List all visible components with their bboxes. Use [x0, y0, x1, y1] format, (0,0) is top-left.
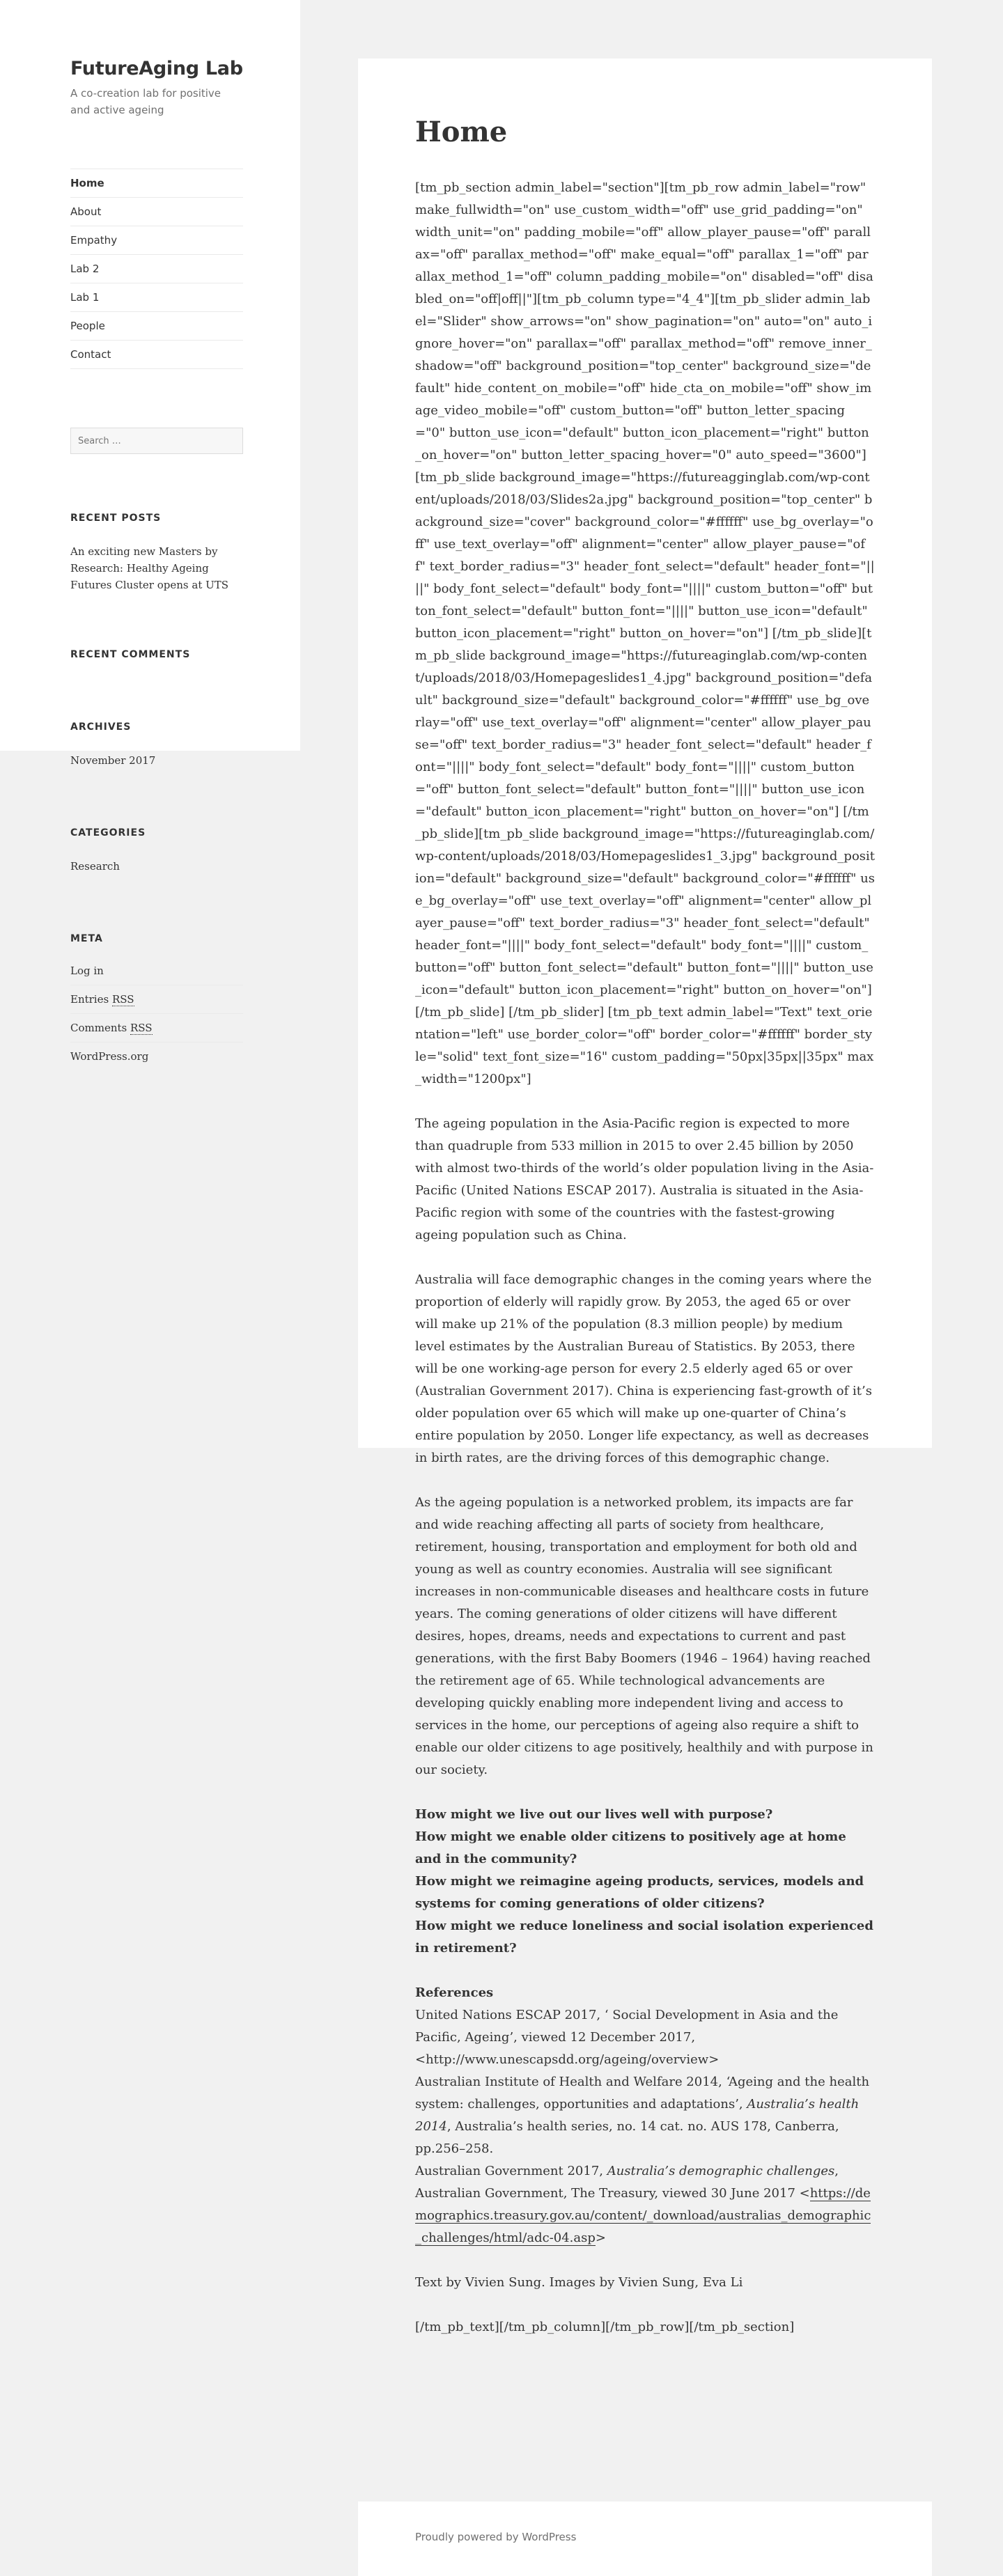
meta-list — [70, 957, 243, 1070]
meta-comments-label: Comments — [70, 1022, 130, 1034]
questions-paragraph — [415, 1804, 875, 1960]
search-input[interactable] — [70, 428, 243, 454]
footer-wordpress-link[interactable]: Proudly powered by WordPress — [415, 2531, 577, 2543]
reference-1: United Nations ESCAP 2017, ‘ Social Development in Asia and the Pacific, Ageing’, viewed 12 December 2017, <http://www.unescapsdd.org/ageing/overview> — [415, 2008, 839, 2067]
rss-abbr: RSS — [130, 1022, 153, 1034]
shortcode-close-paragraph: [/tm_pb_text][/tm_pb_column][/tm_pb_row][/tm_pb_section] — [415, 2320, 795, 2334]
site-footer — [358, 2501, 932, 2576]
references-paragraph — [415, 1982, 875, 2249]
reference-3-part-a: Australian Government 2017, — [415, 2164, 607, 2178]
credits-paragraph: Text by Vivien Sung. Images by Vivien Sung, Eva Li — [415, 2275, 743, 2290]
reference-2-part-a: Australian Institute of Health and Welfare 2014, ‘Ageing and the health system: challenges, opportunities and adaptations’, — [415, 2075, 870, 2111]
reference-3-italic: Australia’s demographic challenges — [607, 2164, 835, 2178]
meta-title: META — [70, 933, 103, 944]
paragraph-2: Australia will face demographic changes in the coming years where the proportion of elderly will rapidly grow. By 2053, the aged 65 or over will make up 21% of the population (8.3 million people) by medium level estimates by the Australian Bureau of Statistics. By 2053, there will be one working-age person for every 2.5 elderly aged 65 or over (Australian Government 2017). China is experiencing fast-growth of it’s older population over 65 which will make up one-quarter of China’s entire population by 2050. Longer life expectancy, as well as decreases in birth rates, are the driving forces of this demographic change. — [415, 1272, 872, 1465]
site-description: A co-creation lab for positive and active ageing — [70, 87, 221, 116]
reference-2-part-b: , Australia’s health series, no. 14 cat. no. AUS 178, Canberra, pp.256–258. — [415, 2119, 839, 2156]
page-article — [415, 116, 875, 2361]
meta-entries-label: Entries — [70, 993, 112, 1006]
shortcode-open-paragraph: [tm_pb_section admin_label="section"][tm_pb_row admin_label="row" make_fullwidth="on" use_custom_width="off" use_grid_padding="on" width_unit="on" padding_mobile="off" allow_player_pause="off" parallax="off" parallax_method="off" make_equal="off" parallax_1="off" parallax_method_1="off" column_padding_mobile="on" disabled="off" disabled_on="off|off||"][tm_pb_column type="4_4"][tm_pb_slider admin_label="Slider" show_arrows="on" show_pagination="on" auto="on" auto_ignore_hover="on" parallax="off" parallax_method="off" remove_inner_shadow="off" background_position="top_center" background_size="default" hide_content_on_mobile="off" hide_cta_on_mobile="off" show_image_video_mobile="off" custom_button="off" button_letter_spacing="0" button_use_icon="default" button_icon_placement="right" button_on_hover="on" button_letter_spacing_hover="0" auto_speed="3600"] [tm_pb_slide background_image="https://futureagginglab.com/wp-content/uploads/2018/03/Slides2a.jpg" background_position="top_center" background_size="cover" background_color="#ffffff" use_bg_overlay="off" use_text_overlay="off" alignment="center" allow_player_pause="off" text_border_radius="3" header_font_select="default" header_font="||||" body_font_select="default" body_font="||||" custom_button="off" button_font_select="default" button_font="||||" button_use_icon="default" button_icon_placement="right" button_on_hover="on"] [/tm_pb_slide][tm_pb_slide background_image="https://futureaginglab.com/wp-content/uploads/2018/03/Homepageslides1_4.jpg" background_position="default" background_size="default" background_color="#ffffff" use_bg_overlay="off" use_text_overlay="off" alignment="center" allow_player_pause="off" text_border_radius="3" header_font_select="default" header_font="||||" body_font_select="default" body_font="||||" custom_button="off" button_font_select="default" button_font="||||" button_use_icon="default" button_icon_placement="right" button_on_hover="on"] [/tm_pb_slide][tm_pb_slide background_image="https://futureaginglab.com/wp-content/uploads/2018/03/Homepageslides1_3.jpg" background_position="default" background_size="default" background_color="#ffffff" use_bg_overlay="off" use_text_overlay="off" alignment="center" allow_player_pause="off" text_border_radius="3" header_font_select="default" header_font="||||" body_font_select="default" body_font="||||" custom_button="off" button_font_select="default" button_font="||||" button_use_icon="default" button_icon_placement="right" button_on_hover="on"] [/tm_pb_slide] [/tm_pb_slider] [tm_pb_text admin_label="Text" text_orientation="left" use_border_color="off" border_color="#ffffff" border_style="solid" text_font_size="16" custom_padding="50px|35px||35px" max_width="1200px"] — [415, 180, 876, 1086]
question-4: How might we reduce loneliness and social isolation experienced in retirement? — [415, 1919, 873, 1956]
site-title[interactable]: FutureAging Lab — [70, 58, 243, 79]
question-1: How might we live out our lives well with purpose? — [415, 1807, 773, 1822]
recent-comments-title: RECENT COMMENTS — [70, 649, 191, 660]
recent-post-link[interactable]: An exciting new Masters by Research: Healthy Ageing Futures Cluster opens at UTS — [70, 545, 229, 591]
reference-3-link[interactable]: https://demographics.treasury.gov.au/content/_download/australias_demographic_challenges/html/adc-04.asp — [415, 2186, 871, 2245]
archives-title: ARCHIVES — [70, 721, 132, 733]
page-title: Home — [415, 116, 508, 148]
categories-title: CATEGORIES — [70, 827, 146, 838]
nav-item-people[interactable]: People — [70, 312, 243, 341]
archive-item[interactable]: November 2017 — [70, 754, 156, 767]
paragraph-1: The ageing population in the Asia-Pacific region is expected to more than quadruple from 533 million in 2015 to over 2.45 billion by 2050 with almost two-thirds of the world’s older population living in the Asia-Pacific (United Nations ESCAP 2017). Australia is situated in the Asia-Pacific region with some of the countries with the fastest-growing ageing population such as China. — [415, 1116, 874, 1242]
main-content — [358, 58, 932, 2334]
nav-item-lab-1[interactable]: Lab 1 — [70, 283, 243, 312]
meta-comments-rss-link[interactable] — [70, 1014, 243, 1043]
question-3: How might we reimagine ageing products, services, models and systems for coming generations of older citizens? — [415, 1874, 864, 1911]
nav-item-lab-2[interactable]: Lab 2 — [70, 255, 243, 283]
reference-3-part-b: , Australian Government, The Treasury, viewed 30 June 2017 < — [415, 2164, 839, 2201]
question-2: How might we enable older citizens to positively age at home and in the community? — [415, 1829, 846, 1866]
nav-item-empathy[interactable]: Empathy — [70, 226, 243, 255]
references-title: References — [415, 1985, 494, 2000]
meta-wordpress-link[interactable]: WordPress.org — [70, 1050, 149, 1063]
rss-abbr: RSS — [111, 993, 134, 1006]
reference-2-italic: Australia’s health 2014 — [415, 2097, 860, 2134]
nav-item-about[interactable]: About — [70, 198, 243, 226]
recent-posts-title: RECENT POSTS — [70, 513, 162, 524]
meta-entries-rss-link[interactable] — [70, 985, 243, 1014]
paragraph-3: As the ageing population is a networked problem, its impacts are far and wide reaching affecting all parts of society from healthcare, retirement, housing, transportation and employment for both old and young as well as country economies. Australia will see significant increases in non-communicable diseases and healthcare costs in future years. The coming generations of older citizens will have different desires, hopes, dreams, needs and expectations to current and past generations, with the first Baby Boomers (1946 – 1964) having reached the retirement age of 65. While technological advancements are developing quickly enabling more independent living and access to services in the home, our perceptions of ageing also require a shift to enable our older citizens to age positively, healthily and with purpose in our society. — [415, 1495, 873, 1777]
category-item[interactable]: Research — [70, 860, 120, 873]
reference-3-part-c: > — [595, 2231, 606, 2245]
sidebar — [70, 57, 243, 1070]
main-navigation — [70, 169, 243, 369]
nav-item-home[interactable]: Home — [70, 169, 243, 198]
meta-login-link[interactable]: Log in — [70, 957, 243, 985]
nav-item-contact[interactable]: Contact — [70, 341, 243, 369]
